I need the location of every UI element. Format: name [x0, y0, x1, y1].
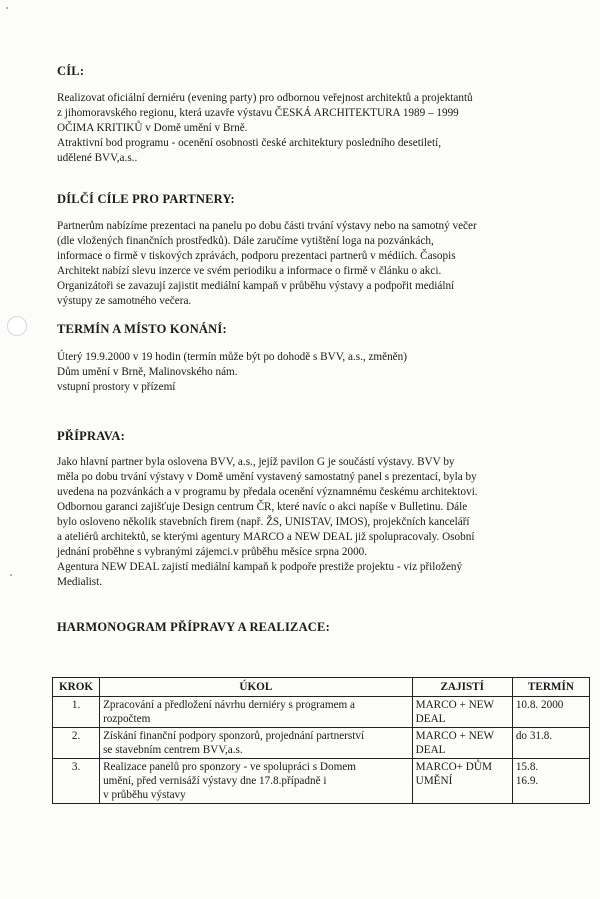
owner-cell [412, 728, 512, 759]
task-cell [100, 759, 413, 804]
cell-line: rozpočtem [103, 713, 151, 725]
text-line: Architekt nabízí slevu inzerce ve svém periodiku a informace o firmě v článku o akci. [57, 265, 442, 277]
preparation-heading: PŘÍPRAVA: [57, 429, 126, 443]
text-line: Organizátoři se zavazují zajistit mediální kampaň v průběhu výstavy a podpořit mediální [57, 280, 455, 292]
text-line: (dle vložených finančních prostředků). Dále zaručíme vytištění loga na pozvánkách, [57, 235, 434, 247]
cell-line: Realizace panelů pro sponzory - ve spolupráci s Domem [103, 761, 356, 773]
cell-line: UMĚNÍ [415, 775, 453, 787]
cell-line: MARCO+ DŮM [415, 761, 492, 773]
deadline-cell [512, 759, 589, 804]
text-line: Dům umění v Brně, Malinovského nám. [57, 366, 238, 378]
cell-line: se stavebním centrem BVV,a.s. [103, 744, 243, 756]
goal-heading: CÍL: [57, 64, 85, 78]
cell-line: 16.9. [515, 775, 539, 787]
task-cell [100, 728, 413, 759]
text-line: Atraktivní bod programu - ocenění osobnosti české architektury posledního desetiletí, [57, 137, 442, 149]
column-header-deadline: TERMÍN [512, 678, 589, 697]
text-line: Agentura NEW DEAL zajistí mediální kampaň k podpoře prestiže projektu - viz přiložený [57, 561, 463, 573]
task-cell [100, 697, 413, 728]
text-line: měla po dobu trvání výstavy v Domě umění vystavený samostatný panel s prezentací, byla by [57, 471, 477, 483]
text-line: bylo osloveno několik stavebních firem (např. ŽS, UNISTAV, IMOS), projekčních kanceláří [57, 516, 470, 528]
text-line: Úterý 19.9.2000 v 19 hodin (termín může být po dohodě s BVV, a.s., změněn) [57, 351, 407, 363]
text-line: OČIMA KRITIKŮ v Domě umění v Brně. [57, 122, 248, 134]
cell-line: do 31.8. [515, 730, 553, 742]
cell-line: MARCO + NEW [415, 699, 495, 711]
text-line: vstupní prostory v přízemí [57, 381, 176, 393]
cell-line: v průběhu výstavy [103, 789, 186, 801]
text-line: Medialist. [57, 576, 103, 588]
column-header-step: KROK [53, 678, 100, 697]
preparation-paragraph [57, 455, 557, 590]
text-line: Realizovat oficiální derniéru (evening party) pro odbornou veřejnost architektů a projektantů [57, 92, 473, 104]
text-line: uvedena na pozvánkách a v programu by předala ocenění významnému českému architektovi. [57, 486, 478, 498]
punch-hole [7, 316, 27, 336]
cell-line: 15.8. [515, 761, 539, 773]
cell-line: umění, před vernisáží výstavy dne 17.8.případně i [103, 775, 327, 787]
step-cell: 3. [53, 759, 100, 804]
deadline-cell [512, 697, 589, 728]
deadline-cell [512, 728, 589, 759]
step-cell: 1. [53, 697, 100, 728]
table-header-row [53, 678, 590, 697]
text-line: z jihomoravského regionu, která uzavře výstavu ČESKÁ ARCHITEKTURA 1989 – 1999 [57, 107, 459, 119]
table-row [53, 759, 590, 804]
scan-speck [6, 7, 8, 9]
schedule-heading: HARMONOGRAM PŘÍPRAVY A REALIZACE: [57, 620, 330, 634]
column-header-task: ÚKOL [100, 678, 413, 697]
text-line: informace o firmě v tiskových zprávách, podporu prezentaci partnerů v médiích. Časopis [57, 250, 456, 262]
table-row [53, 697, 590, 728]
cell-line: 10.8. 2000 [515, 699, 564, 711]
cell-line: MARCO + NEW [415, 730, 495, 742]
partners-heading: DÍLČÍ CÍLE PRO PARTNERY: [57, 192, 235, 206]
text-line: výstupy ze samotného večera. [57, 295, 192, 307]
cell-line: Získání finanční podpory sponzorů, projednání partnerství [103, 730, 365, 742]
venue-heading: TERMÍN A MÍSTO KONÁNÍ: [57, 322, 227, 336]
text-line: udělené BVV,a.s.. [57, 152, 138, 164]
text-line: jednání proběhne s vybranými zájemci.v průběhu měsíce srpna 2000. [57, 546, 368, 558]
partners-paragraph [57, 219, 557, 309]
goal-paragraph [57, 91, 557, 166]
scan-speck [10, 574, 12, 576]
column-header-owner: ZAJISTÍ [412, 678, 512, 697]
step-cell: 2. [53, 728, 100, 759]
text-line: Jako hlavní partner byla oslovena BVV, a.s., jejíž pavilon G je součástí výstavy. BVV by [57, 456, 455, 468]
owner-cell [412, 759, 512, 804]
cell-line: DEAL [415, 713, 446, 725]
table-row [53, 728, 590, 759]
owner-cell [412, 697, 512, 728]
schedule-table [52, 677, 590, 804]
venue-paragraph [57, 350, 557, 395]
text-line: Odbornou garanci zajišťuje Design centrum ČR, které navíc o akci napíše v Bulletinu. Dále [57, 501, 468, 513]
text-line: a ateliérů architektů, se kterými agentury MARCO a NEW DEAL již spolupracovaly. Osobní [57, 531, 475, 543]
cell-line: Zpracování a předložení návrhu derniéry s programem a [103, 699, 355, 711]
cell-line: DEAL [415, 744, 446, 756]
text-line: Partnerům nabízíme prezentaci na panelu po dobu části trvání výstavy nebo na samotný večer [57, 220, 477, 232]
